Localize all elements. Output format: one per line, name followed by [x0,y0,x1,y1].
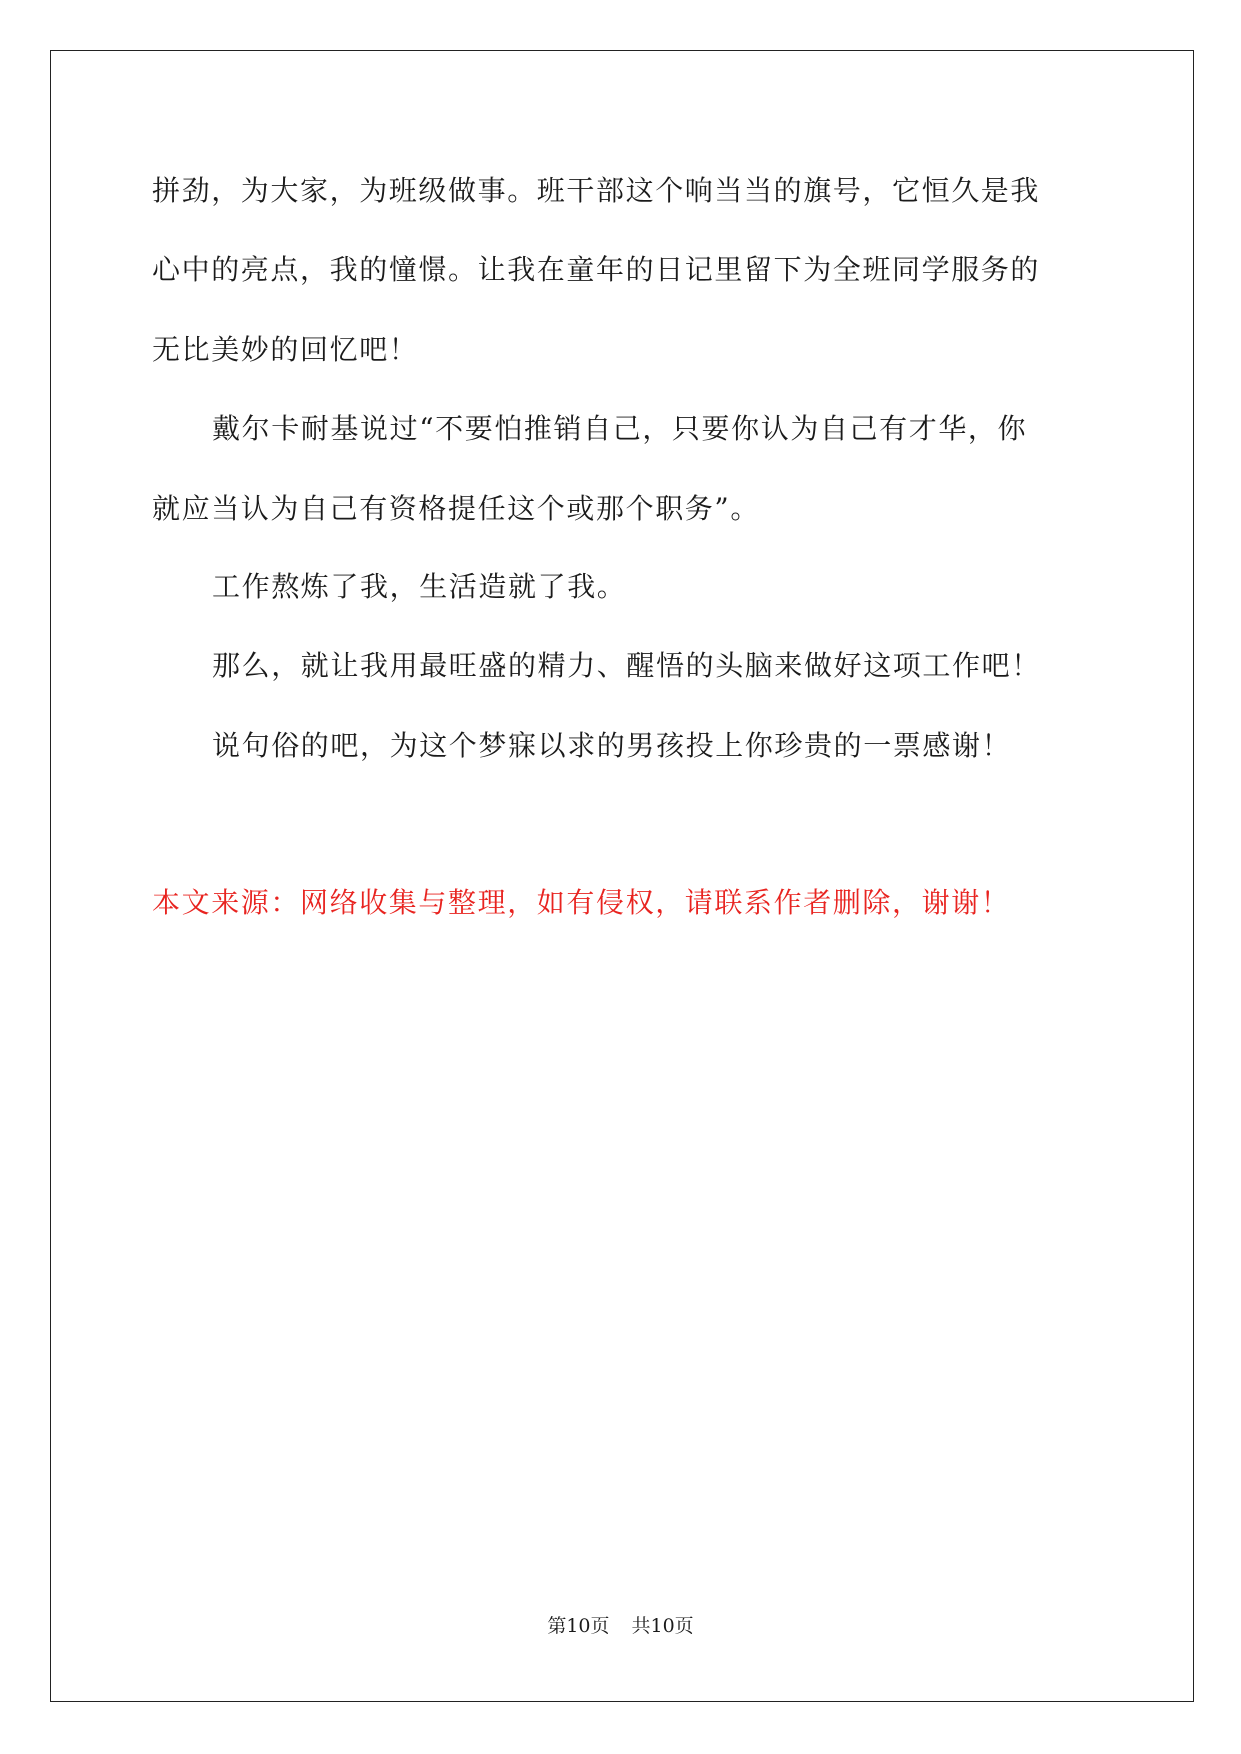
paragraph-3-line-1: 工作熬炼了我，生活造就了我。 [212,570,627,603]
page-border [50,50,1194,1702]
paragraph-1-line-1: 拼劲，为大家，为班级做事。班干部这个响当当的旗号，它恒久是我 [152,174,1041,207]
source-note: 本文来源：网络收集与整理，如有侵权，请联系作者删除，谢谢！ [152,886,1011,919]
paragraph-2-line-1: 戴尔卡耐基说过“不要怕推销自己，只要你认为自己有才华，你 [212,412,1028,445]
paragraph-1-line-2: 心中的亮点，我的憧憬。让我在童年的日记里留下为全班同学服务的 [152,253,1041,286]
page-footer [0,1614,1241,1638]
paragraph-5-line-1: 说句俗的吧，为这个梦寐以求的男孩投上你珍贵的一票感谢！ [212,729,1012,762]
paragraph-2-line-2: 就应当认为自己有资格提任这个或那个职务”。 [152,492,760,525]
page-number-total: 共10页 [631,1615,694,1637]
page-number-current: 第10页 [547,1615,610,1637]
paragraph-4-line-1: 那么，就让我用最旺盛的精力、醒悟的头脑来做好这项工作吧！ [212,649,1041,682]
paragraph-1-line-3: 无比美妙的回忆吧！ [152,333,419,366]
